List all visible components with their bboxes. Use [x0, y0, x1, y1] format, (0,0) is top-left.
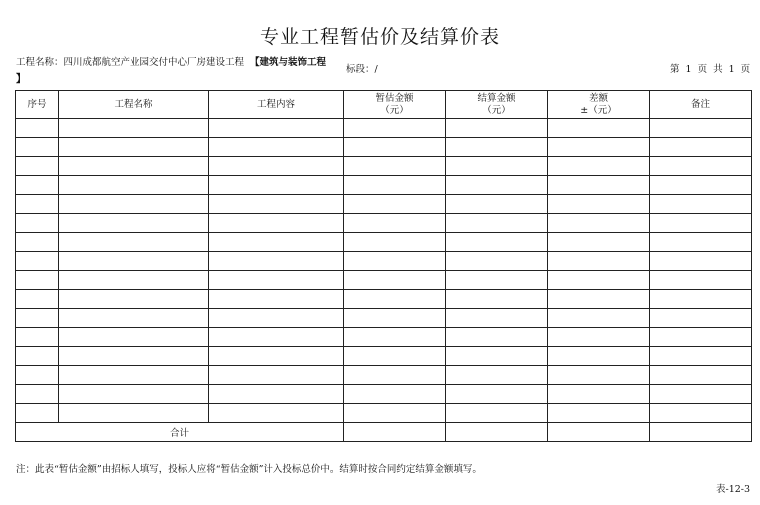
header-remarks: 备注 [650, 91, 752, 119]
table-cell [344, 195, 446, 214]
table-cell [59, 385, 209, 404]
table-cell [446, 328, 548, 347]
table-cell [650, 195, 752, 214]
table-cell [209, 119, 344, 138]
table-cell [16, 157, 59, 176]
footnote: 注：此表“暂估金额”由招标人填写，投标人应将“暂估金额”计入投标总价中。结算时按合同约定结算金额填写。 [16, 464, 482, 475]
table-cell [344, 214, 446, 233]
table-cell [59, 119, 209, 138]
table-cell [548, 290, 650, 309]
table-cell [650, 347, 752, 366]
table-cell [446, 119, 548, 138]
table-cell [59, 404, 209, 423]
table-cell [209, 233, 344, 252]
table-cell [209, 214, 344, 233]
form-number: 表-12-3 [716, 484, 751, 495]
table-cell [59, 271, 209, 290]
table-cell [59, 157, 209, 176]
table-row [16, 157, 752, 176]
table-row [16, 385, 752, 404]
table-cell [650, 157, 752, 176]
table-row [16, 252, 752, 271]
header-serial: 序号 [16, 91, 59, 119]
header-difference: 差额 ±（元） [548, 91, 650, 119]
table-cell [548, 233, 650, 252]
total-row [16, 423, 752, 442]
total-label: 合计 [16, 423, 344, 442]
table-row [16, 214, 752, 233]
table-header-row [16, 91, 752, 119]
table-cell [446, 138, 548, 157]
table-cell [344, 233, 446, 252]
table-cell [16, 119, 59, 138]
table-row [16, 366, 752, 385]
table-cell [16, 271, 59, 290]
table-cell [548, 385, 650, 404]
table-cell [59, 252, 209, 271]
table-body [16, 119, 752, 423]
table-cell [344, 252, 446, 271]
table-cell [16, 138, 59, 157]
table-cell [16, 233, 59, 252]
table-cell [344, 309, 446, 328]
table-cell [650, 309, 752, 328]
table-cell [446, 214, 548, 233]
table-cell [209, 176, 344, 195]
table-cell [209, 347, 344, 366]
table-cell [548, 404, 650, 423]
header-project-content: 工程内容 [209, 91, 344, 119]
table-cell [548, 138, 650, 157]
table-cell [548, 366, 650, 385]
table-cell [650, 252, 752, 271]
table-cell [446, 309, 548, 328]
table-cell [548, 176, 650, 195]
table-row [16, 404, 752, 423]
table-cell [344, 271, 446, 290]
table-cell [209, 271, 344, 290]
table-cell [446, 385, 548, 404]
table-cell [209, 252, 344, 271]
table-row [16, 233, 752, 252]
table-cell [446, 290, 548, 309]
section-line [346, 64, 378, 76]
table-cell [548, 214, 650, 233]
section-label: 标段： [346, 64, 375, 75]
table-cell [548, 157, 650, 176]
table-cell [344, 385, 446, 404]
table-cell [16, 214, 59, 233]
table-row [16, 119, 752, 138]
table-cell [209, 404, 344, 423]
table-cell [59, 195, 209, 214]
header-project-name: 工程名称 [59, 91, 209, 119]
project-label: 工程名称： [16, 57, 64, 68]
table-cell [650, 404, 752, 423]
table-cell [344, 404, 446, 423]
table-cell [446, 404, 548, 423]
page-indicator: 第 1 页 共 1 页 [670, 64, 751, 75]
table-cell [446, 195, 548, 214]
table-cell [59, 347, 209, 366]
table-row [16, 347, 752, 366]
table-cell [446, 271, 548, 290]
table-cell [650, 119, 752, 138]
table-cell [548, 347, 650, 366]
header-settlement-amount: 结算金额 （元） [446, 91, 548, 119]
table-cell [16, 309, 59, 328]
table-cell [16, 385, 59, 404]
table-cell [209, 138, 344, 157]
project-category: 【建筑与装饰工程 [250, 57, 327, 68]
table-cell [59, 176, 209, 195]
table-cell [59, 366, 209, 385]
table-cell [548, 271, 650, 290]
table-row [16, 176, 752, 195]
table-cell [446, 176, 548, 195]
table-cell [59, 328, 209, 347]
table-cell [16, 195, 59, 214]
table-cell [16, 328, 59, 347]
table-row [16, 195, 752, 214]
table-row [16, 271, 752, 290]
table-cell [344, 347, 446, 366]
table-cell [16, 252, 59, 271]
table-cell [344, 138, 446, 157]
table-cell [16, 347, 59, 366]
table-cell [16, 366, 59, 385]
project-name: 四川成都航空产业园交付中心厂房建设工程 [63, 57, 245, 68]
table-cell [548, 195, 650, 214]
table-cell [209, 328, 344, 347]
table-row [16, 290, 752, 309]
table-cell [548, 252, 650, 271]
table-cell [650, 176, 752, 195]
table-cell [446, 366, 548, 385]
table-cell [344, 290, 446, 309]
table-cell [446, 157, 548, 176]
table-cell [344, 366, 446, 385]
table-cell [59, 309, 209, 328]
table-cell [650, 290, 752, 309]
table-cell [59, 138, 209, 157]
table-cell [59, 290, 209, 309]
table-cell [446, 347, 548, 366]
table-cell [650, 138, 752, 157]
total-estimated [344, 423, 446, 442]
table-cell [650, 233, 752, 252]
table-cell [344, 157, 446, 176]
table-row [16, 309, 752, 328]
table-row [16, 328, 752, 347]
table-cell [650, 366, 752, 385]
table-cell [344, 328, 446, 347]
table-cell [209, 366, 344, 385]
table-cell [344, 176, 446, 195]
table-cell [650, 271, 752, 290]
total-difference [548, 423, 650, 442]
table-cell [209, 157, 344, 176]
project-category-close: 】 [16, 74, 26, 85]
table-cell [650, 385, 752, 404]
estimate-table [15, 90, 752, 442]
document-title: 专业工程暂估价及结算价表 [259, 26, 500, 48]
table-cell [446, 233, 548, 252]
table-cell [209, 290, 344, 309]
project-name-line [16, 57, 326, 69]
table-cell [548, 328, 650, 347]
table-cell [209, 309, 344, 328]
section-value: / [374, 64, 378, 75]
table-cell [344, 119, 446, 138]
total-remarks [650, 423, 752, 442]
table-cell [548, 119, 650, 138]
table-cell [209, 195, 344, 214]
table-cell [548, 309, 650, 328]
table-cell [16, 290, 59, 309]
total-settlement [446, 423, 548, 442]
table-cell [209, 385, 344, 404]
table-cell [446, 252, 548, 271]
table-cell [59, 233, 209, 252]
table-cell [650, 328, 752, 347]
table-row [16, 138, 752, 157]
header-estimated-amount: 暂估金额 （元） [344, 91, 446, 119]
table-cell [16, 404, 59, 423]
table-cell [16, 176, 59, 195]
table-cell [650, 214, 752, 233]
table-cell [59, 214, 209, 233]
